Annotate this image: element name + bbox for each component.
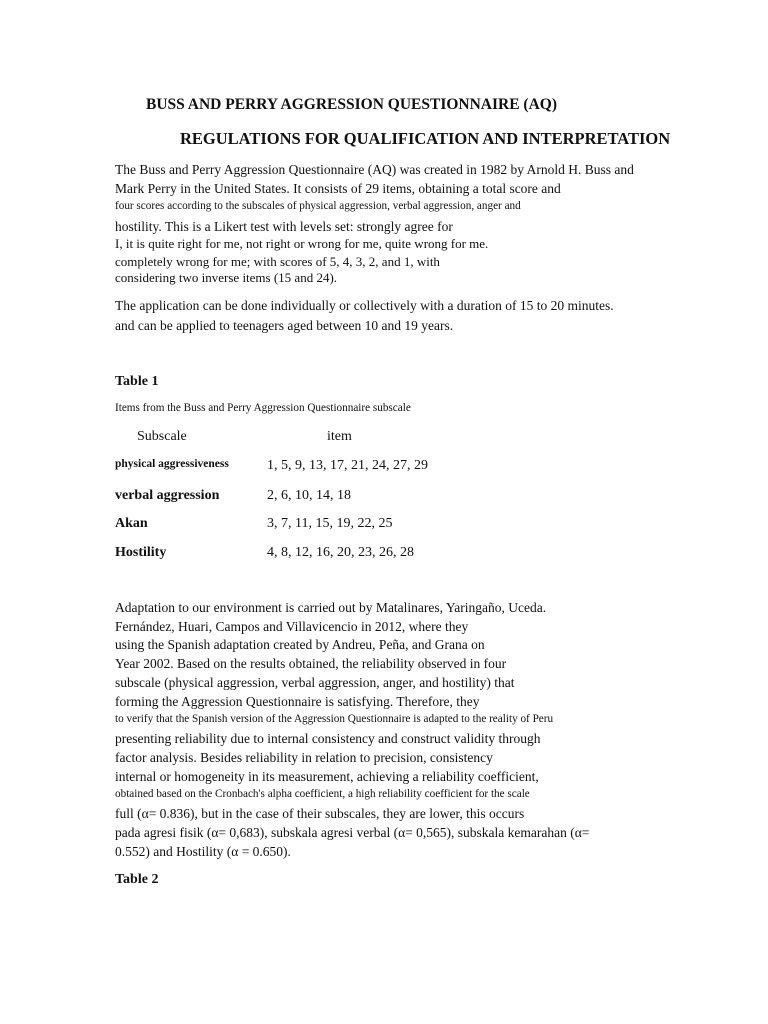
table1-caption: Items from the Buss and Perry Aggression Questionnaire subscale (115, 402, 411, 414)
adaptation-line: Adaptation to our environment is carried out by Matalinares, Yaringaño, Uceda. (115, 600, 547, 615)
intro-line: The Buss and Perry Aggression Questionnaire (AQ) was created in 1982 by Arnold H. Buss and (115, 162, 634, 177)
table2-label: Table 2 (115, 872, 159, 887)
adaptation-line: internal or homogeneity in its measurement, achieving a reliability coefficient, (115, 769, 539, 784)
adaptation-line: using the Spanish adaptation created by Andreu, Peña, and Grana on (115, 637, 485, 652)
table1-row-subscale: Akan (115, 516, 148, 531)
table1-header-subscale: Subscale (137, 429, 187, 444)
intro-line: hostility. This is a Likert test with levels set: strongly agree for (115, 219, 453, 234)
table1-header-item: item (327, 429, 352, 444)
adaptation-line: presenting reliability due to internal consistency and construct validity through (115, 731, 541, 746)
table1-row-subscale: Hostility (115, 545, 167, 560)
adaptation-line: Fernández, Huari, Campos and Villavicencio in 2012, where they (115, 619, 469, 634)
intro-line: four scores according to the subscales of physical aggression, verbal aggression, anger and (115, 200, 521, 212)
intro-line: Mark Perry in the United States. It consists of 29 items, obtaining a total score and (115, 181, 561, 196)
document-title: BUSS AND PERRY AGGRESSION QUESTIONNAIRE (AQ) (146, 96, 557, 113)
adaptation-line: Year 2002. Based on the results obtained, the reliability observed in four (115, 656, 507, 671)
table1-row-items: 1, 5, 9, 13, 17, 21, 24, 27, 29 (267, 458, 428, 473)
table1-row-items: 2, 6, 10, 14, 18 (267, 488, 351, 503)
table1-label: Table 1 (115, 374, 159, 389)
adaptation-line: full (α= 0.836), but in the case of their subscales, they are lower, this occurs (115, 806, 525, 821)
intro-line: completely wrong for me; with scores of 5, 4, 3, 2, and 1, with (115, 254, 440, 269)
table1-row-subscale: physical aggressiveness (115, 458, 229, 470)
adaptation-line: to verify that the Spanish version of the Aggression Questionnaire is adapted to the reality of Peru (115, 713, 554, 725)
adaptation-line: 0.552) and Hostility (α = 0.650). (115, 844, 291, 859)
adaptation-line: subscale (physical aggression, verbal aggression, anger, and hostility) that (115, 675, 515, 690)
adaptation-line: obtained based on the Cronbach's alpha coefficient, a high reliability coefficient for the scale (115, 788, 530, 800)
intro-line: considering two inverse items (15 and 24). (115, 270, 338, 285)
table1-row-items: 4, 8, 12, 16, 20, 23, 26, 28 (267, 545, 414, 560)
table1-row-subscale: verbal aggression (115, 488, 220, 503)
intro-line: I, it is quite right for me, not right or wrong for me, quite wrong for me. (115, 236, 489, 251)
adaptation-line: pada agresi fisik (α= 0,683), subskala agresi verbal (α= 0,565), subskala kemarahan (α= (115, 825, 590, 840)
document-subtitle: REGULATIONS FOR QUALIFICATION AND INTERPRETATION (180, 129, 671, 148)
application-line: and can be applied to teenagers aged between 10 and 19 years. (115, 318, 454, 333)
application-line: The application can be done individually or collectively with a duration of 15 to 20 minutes. (115, 298, 614, 313)
table1-row-items: 3, 7, 11, 15, 19, 22, 25 (267, 516, 393, 531)
adaptation-line: forming the Aggression Questionnaire is satisfying. Therefore, they (115, 694, 480, 709)
adaptation-line: factor analysis. Besides reliability in relation to precision, consistency (115, 750, 493, 765)
